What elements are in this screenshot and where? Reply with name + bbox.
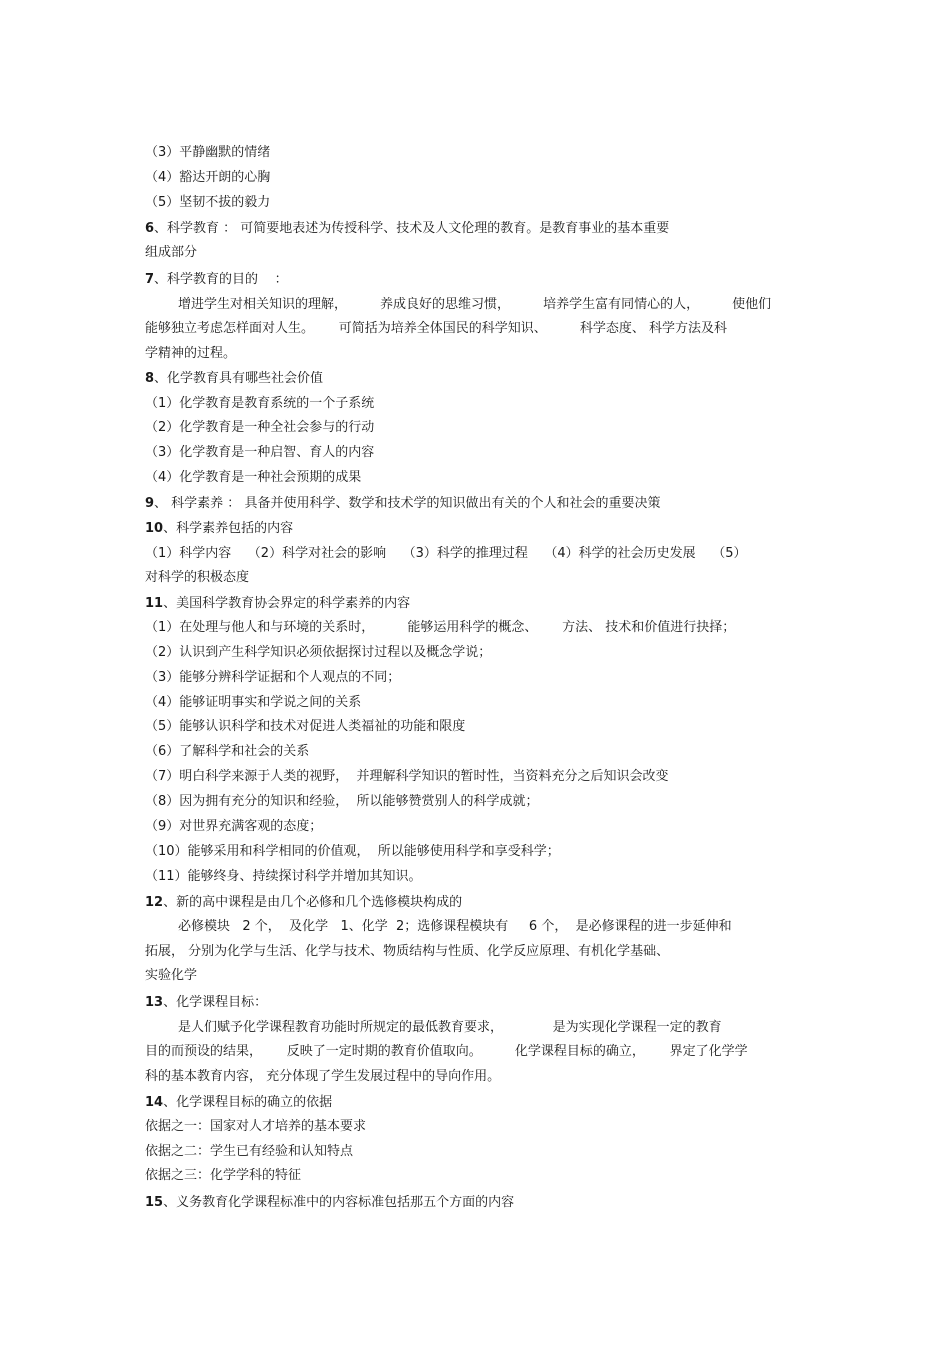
text-line: 依据之一：国家对人才培养的基本要求 — [145, 1119, 367, 1134]
text-line: 必修模块 2 个， 及化学 1、化学 2；选修课程模块有 6 个， 是必修课程的进一步延伸和 — [178, 919, 732, 934]
text-line: （11）能够终身、持续探讨科学并增加其知识。 — [145, 869, 422, 884]
heading-line: 8、化学教育具有哪些社会价值 — [145, 371, 324, 386]
text-line: （2）化学教育是一种全社会参与的行动 — [145, 420, 375, 435]
text-line: 科的基本教育内容， 充分体现了学生发展过程中的导向作用。 — [145, 1069, 501, 1084]
text-line: 对科学的积极态度 — [145, 570, 250, 585]
text-line: （5）能够认识科学和技术对促进人类福祉的功能和限度 — [145, 719, 466, 734]
text-line: 依据之二：学生已有经验和认知特点 — [145, 1144, 354, 1159]
text-line: （6）了解科学和社会的关系 — [145, 744, 310, 759]
heading-line: 10、科学素养包括的内容 — [145, 521, 294, 536]
text-line: 依据之三：化学学科的特征 — [145, 1168, 302, 1183]
text-line: （4）豁达开朗的心胸 — [145, 170, 271, 185]
text-line: （8）因为拥有充分的知识和经验， 所以能够赞赏别人的科学成就； — [145, 794, 539, 809]
heading-line: 15、义务教育化学课程标准中的内容标准包括那五个方面的内容 — [145, 1195, 515, 1210]
text-line: （1）科学内容 （2）科学对社会的影响 （3）科学的推理过程 （4）科学的社会历史发展 （5） — [145, 546, 747, 561]
text-line: 学精神的过程。 — [145, 346, 237, 361]
heading-line: 12、新的高中课程是由几个必修和几个选修模块构成的 — [145, 895, 463, 910]
text-line: （1）化学教育是教育系统的一个子系统 — [145, 396, 375, 411]
text-line: （1）在处理与他人和与环境的关系时， 能够运用科学的概念、 方法、 技术和价值进行抉择； — [145, 620, 736, 635]
text-line: 能够独立考虑怎样面对人生。 可简括为培养全体国民的科学知识、 科学态度、 科学方法及科 — [145, 321, 727, 336]
text-line: （3）能够分辨科学证据和个人观点的不同； — [145, 670, 401, 685]
heading-line: 7、科学教育的目的 ： — [145, 272, 288, 287]
heading-line: 14、化学课程目标的确立的依据 — [145, 1095, 333, 1110]
heading-line: 13、化学课程目标： — [145, 995, 268, 1010]
text-line: 组成部分 — [145, 245, 198, 260]
text-line: （10）能够采用和科学相同的价值观， 所以能够使用科学和享受科学； — [145, 844, 560, 859]
text-line: （2）认识到产生科学知识必须依据探讨过程以及概念学说； — [145, 645, 492, 660]
heading-line: 11、美国科学教育协会界定的科学素养的内容 — [145, 596, 411, 611]
heading-line: 9、 科学素养 ： 具备并使用科学、数学和技术学的知识做出有关的个人和社会的重要决策 — [145, 496, 661, 511]
text-line: （7）明白科学来源于人类的视野， 并理解科学知识的暂时性，当资料充分之后知识会改变 — [145, 769, 669, 784]
text-line: 目的而预设的结果， 反映了一定时期的教育价值取向。 化学课程目标的确立， 界定了化学学 — [145, 1044, 748, 1059]
text-line: 拓展， 分别为化学与生活、化学与技术、物质结构与性质、化学反应原理、有机化学基础、 — [145, 944, 670, 959]
text-line: （5）坚韧不拔的毅力 — [145, 195, 271, 210]
text-line: 是人们赋予化学课程教育功能时所规定的最低教育要求， 是为实现化学课程一定的教育 — [178, 1020, 722, 1035]
text-line: （4）能够证明事实和学说之间的关系 — [145, 695, 362, 710]
text-line: 实验化学 — [145, 968, 198, 983]
heading-line: 6、科学教育 ： 可简要地表述为传授科学、技术及人文伦理的教育。是教育事业的基本重要 — [145, 221, 670, 236]
text-line: （3）平静幽默的情绪 — [145, 145, 271, 160]
text-line: （3）化学教育是一种启智、育人的内容 — [145, 445, 375, 460]
text-line: （4）化学教育是一种社会预期的成果 — [145, 470, 362, 485]
text-line: （9）对世界充满客观的态度； — [145, 819, 323, 834]
text-line: 增进学生对相关知识的理解， 养成良好的思维习惯， 培养学生富有同情心的人， 使他们 — [178, 297, 772, 312]
